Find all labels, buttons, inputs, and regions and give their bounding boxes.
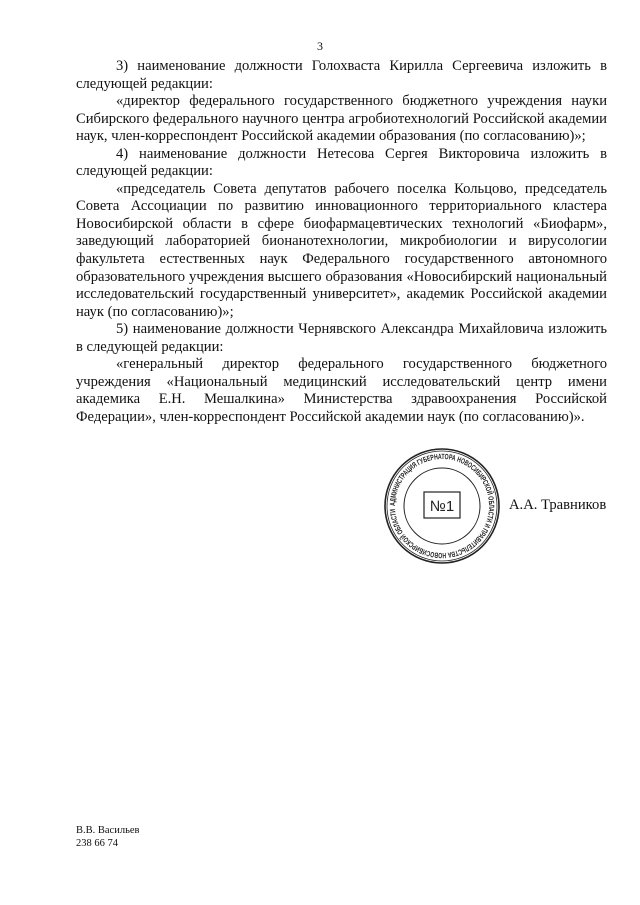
paragraph-item-4-text: «председатель Совета депутатов рабочего поселка Кольцово, председатель Совета Ассоциации по развитию инновационного территориального кластера Новосибирской области в сфере биофармацевтических технологий «Биофарм», заведующий лабораторией бионанотехнологии, микробиологии и вирусологии факультета естественных наук Федерального государственного автономного образовательного учреждения высшего образования «Новосибирский национальный исследовательский государственный университет», академик Российской академии наук (по согласованию)»; [76, 180, 607, 320]
stamp-ring-text: АДМИНИСТРАЦИЯ ГУБЕРНАТОРА НОВОСИБИРСКОЙ ОБЛАСТИ И ПРАВИТЕЛЬСТВА НОВОСИБИРСКОЙ ОБЛАСТИ [387, 451, 497, 561]
paragraph-item-3: 3) наименование должности Голохваста Кирилла Сергеевича изложить в следующей редакции: [76, 58, 607, 92]
executor-phone: 238 66 74 [76, 837, 118, 849]
paragraph-item-4: 4) наименование должности Нетесова Сергея Викторовича изложить в следующей редакции: [76, 145, 607, 180]
executor-info [76, 825, 139, 850]
official-stamp [383, 447, 501, 565]
signatory-name: А.А. Травников [509, 497, 607, 513]
document-body [76, 58, 607, 426]
paragraph-item-5: 5) наименование должности Чернявского Александра Михайловича изложить в следующей редакции: [76, 321, 607, 355]
executor-name: В.В. Васильев [76, 825, 140, 836]
paragraph-item-3-text: «директор федерального государственного бюджетного учреждения науки Сибирского федерального научного центра агробиотехнологий Российской академии наук, член-корреспондент Российской академии образования (по согласованию)»; [76, 93, 607, 145]
stamp-number: №1 [429, 498, 455, 515]
paragraph-item-5-text: «генеральный директор федерального государственного бюджетного учреждения «Национальный медицинский исследовательский центр имени академика Е.Н. Мешалкина» Министерства здравоохранения Российской Федерации», член-корреспондент Российской академии наук (по согласованию)». [76, 356, 607, 425]
page-number: 3 [317, 39, 323, 53]
